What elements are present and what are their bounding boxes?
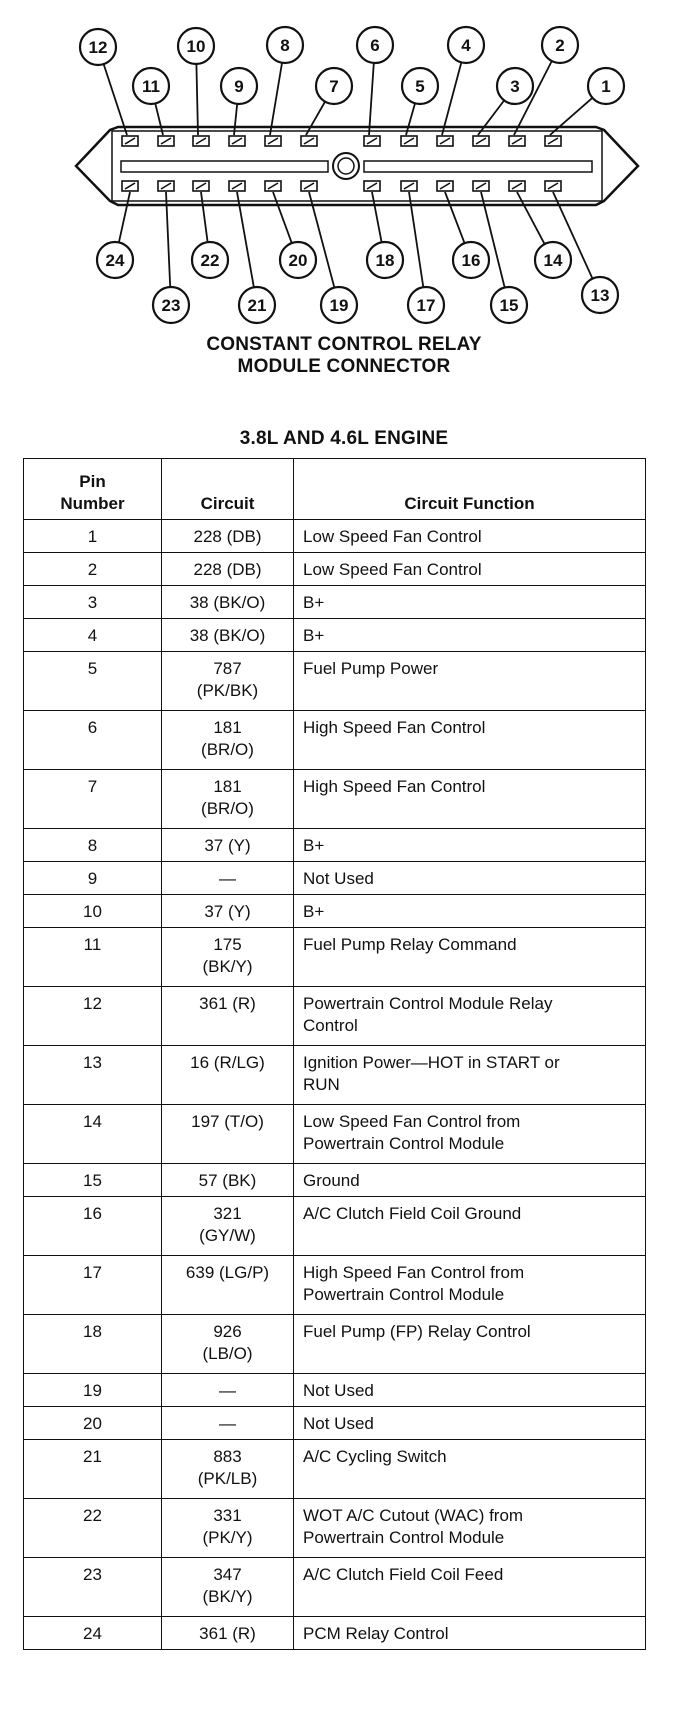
pin-callout-number: 15 bbox=[499, 296, 519, 315]
leader-line bbox=[409, 192, 423, 287]
function-text: B+ bbox=[303, 626, 325, 645]
circuit-text: (GY/W) bbox=[199, 1226, 256, 1245]
function-text: High Speed Fan Control bbox=[303, 718, 486, 737]
pin-callout-number: 8 bbox=[280, 36, 290, 55]
table-row bbox=[24, 1315, 646, 1374]
pin-number-cell: 10 bbox=[24, 895, 162, 928]
pin-callout-number: 17 bbox=[416, 296, 436, 315]
circuit-cell bbox=[162, 895, 294, 928]
pin-slot-top bbox=[158, 136, 174, 146]
pin-slot-top bbox=[364, 136, 380, 146]
connector-divider-right bbox=[364, 161, 592, 172]
circuit-cell bbox=[162, 829, 294, 862]
function-text: Not Used bbox=[303, 1381, 374, 1400]
pin-slot-bottom bbox=[401, 181, 417, 191]
circuit-text: 38 (BK/O) bbox=[189, 626, 266, 645]
circuit-function-cell bbox=[294, 619, 646, 652]
pin-slot-top bbox=[509, 136, 525, 146]
pin-callout-number: 23 bbox=[161, 296, 181, 315]
circuit-text: (BK/Y) bbox=[202, 1587, 253, 1606]
table-row bbox=[24, 1197, 646, 1256]
circuit-text: 331 bbox=[213, 1506, 242, 1525]
function-text: PCM Relay Control bbox=[303, 1624, 449, 1643]
circuit-function-cell bbox=[294, 1256, 646, 1315]
circuit-function-cell bbox=[294, 711, 646, 770]
table-row bbox=[24, 1558, 646, 1617]
pin-header-line-1: Pin bbox=[79, 472, 106, 491]
circuit-cell bbox=[162, 1256, 294, 1315]
function-text: Powertrain Control Module bbox=[303, 1134, 505, 1153]
function-text: Powertrain Control Module bbox=[303, 1528, 505, 1547]
circuit-text: (PK/LB) bbox=[197, 1469, 258, 1488]
function-text: B+ bbox=[303, 902, 325, 921]
circuit-cell bbox=[162, 1374, 294, 1407]
pin-callout-number: 5 bbox=[415, 77, 425, 96]
pin-number-cell: 21 bbox=[24, 1440, 162, 1499]
pin-callout-number: 16 bbox=[461, 251, 481, 270]
pin-slot-top bbox=[265, 136, 281, 146]
circuit-function-cell bbox=[294, 1197, 646, 1256]
circuit-cell bbox=[162, 619, 294, 652]
pin-number-cell: 17 bbox=[24, 1256, 162, 1315]
circuit-text: (BK/Y) bbox=[202, 957, 253, 976]
pin-slot-bottom bbox=[364, 181, 380, 191]
pin-callout-number: 24 bbox=[105, 251, 125, 270]
circuit-function-cell bbox=[294, 1407, 646, 1440]
pin-number-cell: 1 bbox=[24, 520, 162, 553]
circuit-cell bbox=[162, 1197, 294, 1256]
function-text: Fuel Pump Power bbox=[303, 659, 439, 678]
table-row bbox=[24, 652, 646, 711]
table-row bbox=[24, 553, 646, 586]
function-text: Powertrain Control Module bbox=[303, 1285, 505, 1304]
pin-number-cell: 24 bbox=[24, 1617, 162, 1650]
function-text: Ground bbox=[303, 1171, 360, 1190]
pin-callout-number: 18 bbox=[375, 251, 395, 270]
pin-callout-number: 9 bbox=[234, 77, 244, 96]
circuit-function-cell bbox=[294, 1164, 646, 1197]
function-text: A/C Clutch Field Coil Feed bbox=[303, 1565, 504, 1584]
pin-slot-bottom bbox=[193, 181, 209, 191]
circuit-text: — bbox=[219, 1414, 236, 1433]
leader-line bbox=[166, 192, 170, 287]
leader-line bbox=[104, 64, 127, 135]
table-row bbox=[24, 1105, 646, 1164]
function-text: Control bbox=[303, 1016, 358, 1035]
function-text: B+ bbox=[303, 593, 325, 612]
function-text: Fuel Pump Relay Command bbox=[303, 935, 517, 954]
table-row bbox=[24, 1440, 646, 1499]
pin-number-cell: 9 bbox=[24, 862, 162, 895]
function-text: Powertrain Control Module Relay bbox=[303, 994, 553, 1013]
circuit-cell bbox=[162, 1440, 294, 1499]
pin-number-cell: 23 bbox=[24, 1558, 162, 1617]
pin-number-cell: 14 bbox=[24, 1105, 162, 1164]
leader-line bbox=[237, 192, 254, 287]
pin-slot-bottom bbox=[301, 181, 317, 191]
pin-callout-number: 3 bbox=[510, 77, 520, 96]
leader-line bbox=[442, 62, 461, 135]
circuit-text: 228 (DB) bbox=[193, 527, 262, 546]
circuit-function-cell bbox=[294, 770, 646, 829]
function-text: B+ bbox=[303, 836, 325, 855]
leader-line bbox=[270, 63, 282, 135]
circuit-text: 57 (BK) bbox=[198, 1171, 257, 1190]
pin-slot-bottom bbox=[229, 181, 245, 191]
pin-callout-number: 1 bbox=[601, 77, 611, 96]
pin-slot-top bbox=[545, 136, 561, 146]
circuit-text: 639 (LG/P) bbox=[185, 1263, 270, 1282]
circuit-text: 181 bbox=[213, 718, 242, 737]
pin-callout-number: 10 bbox=[186, 37, 206, 56]
table-row bbox=[24, 1164, 646, 1197]
diagram-title-line-1: CONSTANT CONTROL RELAY bbox=[206, 334, 482, 355]
circuit-function-cell bbox=[294, 1558, 646, 1617]
leader-line bbox=[369, 63, 374, 135]
function-text: WOT A/C Cutout (WAC) from bbox=[303, 1506, 524, 1525]
circuit-function-cell bbox=[294, 987, 646, 1046]
circuit-function-cell bbox=[294, 895, 646, 928]
pin-header-line-2: Number bbox=[60, 494, 125, 513]
circuit-cell bbox=[162, 862, 294, 895]
function-header: Circuit Function bbox=[294, 459, 646, 520]
pin-callout-number: 6 bbox=[370, 36, 380, 55]
circuit-text: (PK/BK) bbox=[196, 681, 259, 700]
circuit-function-cell bbox=[294, 928, 646, 987]
circuit-text: — bbox=[219, 869, 236, 888]
table-header-row bbox=[24, 459, 646, 520]
circuit-cell bbox=[162, 770, 294, 829]
table-row bbox=[24, 711, 646, 770]
pin-callout-number: 4 bbox=[461, 36, 471, 55]
circuit-function-cell bbox=[294, 1440, 646, 1499]
pin-number-header bbox=[24, 459, 162, 520]
circuit-text: 38 (BK/O) bbox=[189, 593, 266, 612]
pin-slot-top bbox=[437, 136, 453, 146]
pin-callout-number: 14 bbox=[543, 251, 563, 270]
pin-slot-bottom bbox=[473, 181, 489, 191]
function-text: Low Speed Fan Control bbox=[303, 527, 482, 546]
table-row bbox=[24, 1256, 646, 1315]
circuit-text: 197 (T/O) bbox=[191, 1112, 264, 1131]
circuit-function-cell bbox=[294, 1499, 646, 1558]
table-row bbox=[24, 619, 646, 652]
circuit-text: (BR/O) bbox=[201, 740, 254, 759]
pin-callout-number: 22 bbox=[200, 251, 220, 270]
circuit-function-cell bbox=[294, 1617, 646, 1650]
table-row bbox=[24, 586, 646, 619]
pin-rows bbox=[24, 520, 646, 1650]
table-row bbox=[24, 987, 646, 1046]
circuit-text: 175 bbox=[213, 935, 242, 954]
function-text: Fuel Pump (FP) Relay Control bbox=[303, 1322, 531, 1341]
circuit-cell bbox=[162, 652, 294, 711]
pin-number-cell: 6 bbox=[24, 711, 162, 770]
circuit-text: 926 bbox=[213, 1322, 242, 1341]
table-row bbox=[24, 1374, 646, 1407]
connector-screw-inner bbox=[338, 158, 354, 174]
table-row bbox=[24, 1617, 646, 1650]
pin-slot-bottom bbox=[437, 181, 453, 191]
pin-callout-number: 2 bbox=[555, 36, 565, 55]
circuit-cell bbox=[162, 1407, 294, 1440]
pin-number-cell: 11 bbox=[24, 928, 162, 987]
pin-table bbox=[23, 458, 646, 1650]
table-row bbox=[24, 1407, 646, 1440]
function-text: RUN bbox=[303, 1075, 340, 1094]
circuit-function-cell bbox=[294, 862, 646, 895]
pin-number-cell: 16 bbox=[24, 1197, 162, 1256]
circuit-function-cell bbox=[294, 652, 646, 711]
circuit-text: (BR/O) bbox=[201, 799, 254, 818]
pin-callout-number: 12 bbox=[88, 38, 108, 57]
circuit-header: Circuit bbox=[162, 459, 294, 520]
circuit-text: 361 (R) bbox=[199, 1624, 256, 1643]
circuit-function-cell bbox=[294, 829, 646, 862]
table-row bbox=[24, 928, 646, 987]
table-row bbox=[24, 520, 646, 553]
circuit-cell bbox=[162, 586, 294, 619]
table-row bbox=[24, 1046, 646, 1105]
circuit-cell bbox=[162, 1315, 294, 1374]
circuit-function-cell bbox=[294, 1315, 646, 1374]
circuit-cell bbox=[162, 520, 294, 553]
pin-number-cell: 5 bbox=[24, 652, 162, 711]
circuit-function-cell bbox=[294, 553, 646, 586]
pin-slot-bottom bbox=[509, 181, 525, 191]
pin-number-cell: 8 bbox=[24, 829, 162, 862]
pin-number-cell: 19 bbox=[24, 1374, 162, 1407]
circuit-cell bbox=[162, 928, 294, 987]
circuit-function-cell bbox=[294, 1046, 646, 1105]
leader-line bbox=[309, 192, 334, 288]
function-text: High Speed Fan Control bbox=[303, 777, 486, 796]
circuit-cell bbox=[162, 1617, 294, 1650]
table-row bbox=[24, 895, 646, 928]
circuit-text: 361 (R) bbox=[199, 994, 256, 1013]
circuit-cell bbox=[162, 1558, 294, 1617]
pin-slot-bottom bbox=[122, 181, 138, 191]
function-text: Not Used bbox=[303, 869, 374, 888]
diagram-title-line-2: MODULE CONNECTOR bbox=[237, 356, 451, 377]
circuit-text: 321 bbox=[213, 1204, 242, 1223]
circuit-cell bbox=[162, 1164, 294, 1197]
circuit-function-cell bbox=[294, 586, 646, 619]
circuit-cell bbox=[162, 1105, 294, 1164]
table-row bbox=[24, 1499, 646, 1558]
pin-slot-bottom bbox=[158, 181, 174, 191]
pin-slot-top bbox=[401, 136, 417, 146]
pin-number-cell: 15 bbox=[24, 1164, 162, 1197]
leader-line bbox=[196, 64, 198, 135]
table-row bbox=[24, 862, 646, 895]
pin-callout-number: 19 bbox=[329, 296, 349, 315]
pin-slot-bottom bbox=[265, 181, 281, 191]
pin-number-cell: 22 bbox=[24, 1499, 162, 1558]
circuit-function-cell bbox=[294, 1374, 646, 1407]
circuit-function-cell bbox=[294, 520, 646, 553]
pin-slot-bottom bbox=[545, 181, 561, 191]
circuit-text: 181 bbox=[213, 777, 242, 796]
pin-slot-top bbox=[301, 136, 317, 146]
pin-number-cell: 18 bbox=[24, 1315, 162, 1374]
circuit-text: (PK/Y) bbox=[202, 1528, 253, 1547]
circuit-cell bbox=[162, 1499, 294, 1558]
pin-callout-number: 7 bbox=[329, 77, 339, 96]
circuit-text: 347 bbox=[213, 1565, 242, 1584]
function-text: A/C Cycling Switch bbox=[303, 1447, 447, 1466]
connector-diagram bbox=[0, 0, 688, 330]
pin-number-cell: 7 bbox=[24, 770, 162, 829]
pin-number-cell: 4 bbox=[24, 619, 162, 652]
pin-number-cell: 13 bbox=[24, 1046, 162, 1105]
circuit-text: 787 bbox=[213, 659, 242, 678]
pin-number-cell: 20 bbox=[24, 1407, 162, 1440]
function-text: Low Speed Fan Control bbox=[303, 560, 482, 579]
function-text: Low Speed Fan Control from bbox=[303, 1112, 521, 1131]
pin-callout-number: 20 bbox=[288, 251, 308, 270]
circuit-text: 37 (Y) bbox=[204, 902, 251, 921]
circuit-text: — bbox=[219, 1381, 236, 1400]
pin-callout-number: 13 bbox=[590, 286, 610, 305]
function-text: Not Used bbox=[303, 1414, 374, 1433]
pin-slot-top bbox=[473, 136, 489, 146]
pin-number-cell: 12 bbox=[24, 987, 162, 1046]
circuit-cell bbox=[162, 987, 294, 1046]
circuit-cell bbox=[162, 711, 294, 770]
table-row bbox=[24, 770, 646, 829]
circuit-text: 16 (R/LG) bbox=[190, 1053, 265, 1072]
pin-slot-top bbox=[193, 136, 209, 146]
circuit-text: 37 (Y) bbox=[204, 836, 251, 855]
function-text: High Speed Fan Control from bbox=[303, 1263, 525, 1282]
pin-slot-top bbox=[229, 136, 245, 146]
circuit-function-cell bbox=[294, 1105, 646, 1164]
pin-callout-number: 11 bbox=[142, 77, 160, 96]
engine-label: 3.8L AND 4.6L ENGINE bbox=[239, 428, 449, 449]
function-text: A/C Clutch Field Coil Ground bbox=[303, 1204, 522, 1223]
pin-slot-top bbox=[122, 136, 138, 146]
circuit-text: 228 (DB) bbox=[193, 560, 262, 579]
circuit-text: (LB/O) bbox=[202, 1344, 253, 1363]
connector-divider-left bbox=[121, 161, 328, 172]
circuit-text: 883 bbox=[213, 1447, 242, 1466]
circuit-cell bbox=[162, 1046, 294, 1105]
function-text: Ignition Power—HOT in START or bbox=[303, 1053, 560, 1072]
table-row bbox=[24, 829, 646, 862]
pin-number-cell: 2 bbox=[24, 553, 162, 586]
circuit-cell bbox=[162, 553, 294, 586]
pin-number-cell: 3 bbox=[24, 586, 162, 619]
pin-callout-number: 21 bbox=[247, 296, 267, 315]
